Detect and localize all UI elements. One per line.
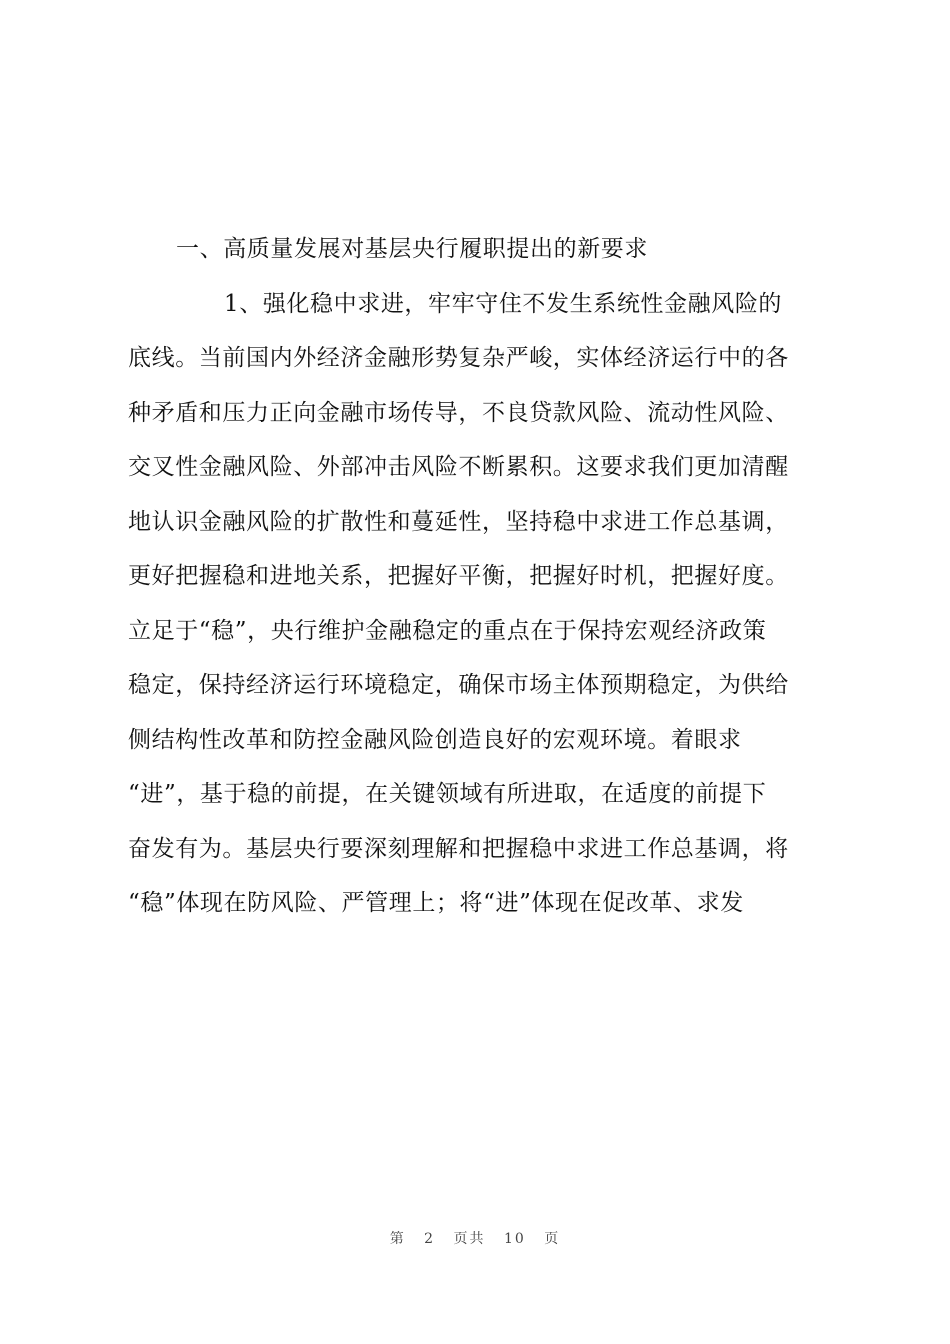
paragraph-line: 种矛盾和压力正向金融市场传导，不良贷款风险、流动性风险、 — [128, 399, 789, 426]
paragraph-line: 地认识金融风险的扩散性和蔓延性，坚持稳中求进工作总基调， — [128, 508, 789, 535]
current-page-number: 2 — [424, 1231, 436, 1247]
paragraph-line: 底线。当前国内外经济金融形势复杂严峻，实体经济运行中的各 — [128, 345, 789, 371]
paragraph-line: “进”，基于稳的前提，在关键领域有所进取，在适度的前提下 — [128, 781, 767, 807]
paragraph-line: 更好把握稳和进地关系，把握好平衡，把握好时机，把握好度。 — [128, 563, 789, 589]
paragraph-line: 奋发有为。基层央行要深刻理解和把握稳中求进工作总基调，将 — [128, 835, 789, 862]
document-body — [128, 222, 842, 931]
page-number-footer — [0, 1228, 950, 1248]
paragraph-line: 1、强化稳中求进，牢牢守住不发生系统性金融风险的 — [224, 290, 783, 317]
section-heading: 一、高质量发展对基层央行履职提出的新要求 — [176, 236, 648, 262]
footer-suffix: 页 — [544, 1231, 561, 1247]
paragraph-line: 立足于“稳”，央行维护金融稳定的重点在于保持宏观经济政策 — [128, 617, 767, 644]
paragraph-line: 侧结构性改革和防控金融风险创造良好的宏观环境。着眼求 — [128, 726, 742, 753]
paragraph-line: 交叉性金融风险、外部冲击风险不断累积。这要求我们更加清醒 — [128, 454, 789, 480]
paragraph-line: 稳定，保持经济运行环境稳定，确保市场主体预期稳定，为供给 — [128, 672, 789, 698]
paragraph-line: “稳”体现在防风险、严管理上；将“进”体现在促改革、求发 — [128, 890, 744, 916]
footer-middle: 页共 — [453, 1231, 486, 1247]
total-page-count: 10 — [504, 1231, 526, 1247]
footer-prefix: 第 — [389, 1231, 406, 1247]
